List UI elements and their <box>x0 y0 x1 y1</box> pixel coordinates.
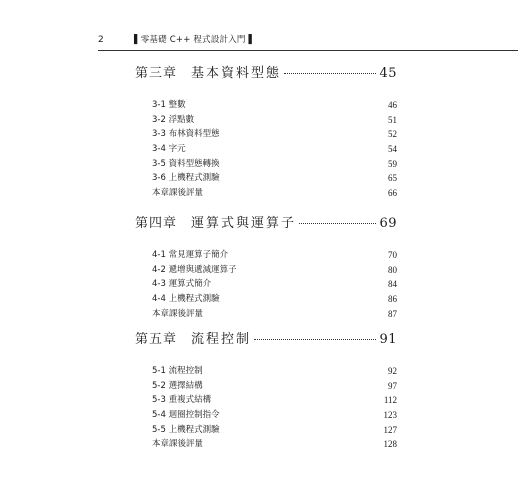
chapter-label: 第三章 <box>135 66 178 81</box>
section-page: 54 <box>388 144 397 155</box>
section-label: 4-4 上機程式測驗 <box>152 294 220 305</box>
list-item[interactable] <box>152 98 397 113</box>
section-label: 本章課後評量 <box>152 188 204 199</box>
chapter-5 <box>135 328 397 458</box>
page-header <box>98 33 518 47</box>
section-label: 本章課後評量 <box>152 308 204 319</box>
section-page: 86 <box>388 294 397 305</box>
header-rule <box>98 50 518 51</box>
section-label: 3-4 字元 <box>152 144 186 155</box>
list-item[interactable] <box>152 408 397 423</box>
chapter-title-row <box>135 62 397 84</box>
list-item[interactable] <box>152 142 397 157</box>
list-item[interactable] <box>152 127 397 142</box>
list-item[interactable] <box>152 364 397 379</box>
section-label: 5-1 流程控制 <box>152 366 203 376</box>
list-item[interactable] <box>152 393 397 408</box>
list-item[interactable] <box>152 437 397 452</box>
section-label: 4-2 遞增與遞減運算子 <box>152 264 237 275</box>
list-item[interactable] <box>152 113 397 128</box>
section-label: 5-2 選擇結構 <box>152 380 203 391</box>
section-page: 80 <box>388 264 397 275</box>
section-page: 127 <box>383 424 397 435</box>
chapter-name: 流程控制 <box>191 332 252 347</box>
section-page: 51 <box>388 114 397 125</box>
section-label: 本章課後評量 <box>152 439 204 450</box>
section-page: 84 <box>388 279 397 290</box>
list-item[interactable] <box>152 307 397 322</box>
section-label: 4-1 常見運算子簡介 <box>152 250 229 260</box>
chapter-name: 基本資料型態 <box>191 66 282 81</box>
section-page: 87 <box>388 308 397 319</box>
section-page: 112 <box>383 395 397 406</box>
list-item[interactable] <box>152 379 397 394</box>
list-item[interactable] <box>152 157 397 172</box>
section-label: 3-2 浮點數 <box>152 114 195 125</box>
section-label: 5-5 上機程式測驗 <box>152 424 220 435</box>
section-page: 65 <box>388 173 397 184</box>
dot-leader <box>254 339 376 340</box>
table-of-contents <box>135 62 397 458</box>
section-label: 3-5 資料型態轉換 <box>152 158 220 169</box>
dot-leader <box>284 73 376 74</box>
chapter-title-row <box>135 328 397 350</box>
section-page: 66 <box>388 188 397 199</box>
section-label: 3-6 上機程式測驗 <box>152 173 220 184</box>
section-page: 59 <box>388 158 397 169</box>
list-item[interactable] <box>152 171 397 186</box>
chapter-3 <box>135 62 397 212</box>
section-page: 52 <box>388 129 397 140</box>
section-label: 4-3 運算式簡介 <box>152 279 212 290</box>
list-item[interactable] <box>152 263 397 278</box>
section-label: 3-1 整數 <box>152 100 186 110</box>
chapter-page: 45 <box>379 66 397 81</box>
section-page: 70 <box>388 250 397 260</box>
book-title: ▌零基礎 C++ 程式設計入門 ▌ <box>134 35 256 45</box>
section-page: 92 <box>388 366 397 376</box>
section-list <box>152 98 397 201</box>
section-list <box>152 364 397 452</box>
list-item[interactable] <box>152 423 397 438</box>
section-page: 128 <box>383 439 397 450</box>
list-item[interactable] <box>152 248 397 263</box>
section-label: 3-3 布林資料型態 <box>152 129 220 140</box>
section-page: 46 <box>388 100 397 110</box>
section-label: 5-4 迴圈控制指令 <box>152 410 220 421</box>
section-page: 97 <box>388 380 397 391</box>
list-item[interactable] <box>152 277 397 292</box>
page-number: 2 <box>98 35 104 45</box>
chapter-page: 69 <box>379 216 397 231</box>
list-item[interactable] <box>152 292 397 307</box>
chapter-label: 第四章 <box>135 216 178 231</box>
list-item[interactable] <box>152 186 397 201</box>
chapter-title-row <box>135 212 397 234</box>
chapter-4 <box>135 212 397 328</box>
dot-leader <box>299 223 376 224</box>
section-page: 123 <box>383 410 397 421</box>
chapter-label: 第五章 <box>135 332 178 347</box>
section-list <box>152 248 397 321</box>
section-label: 5-3 重複式結構 <box>152 395 212 406</box>
chapter-name: 運算式與運算子 <box>191 216 297 231</box>
chapter-page: 91 <box>379 332 397 347</box>
